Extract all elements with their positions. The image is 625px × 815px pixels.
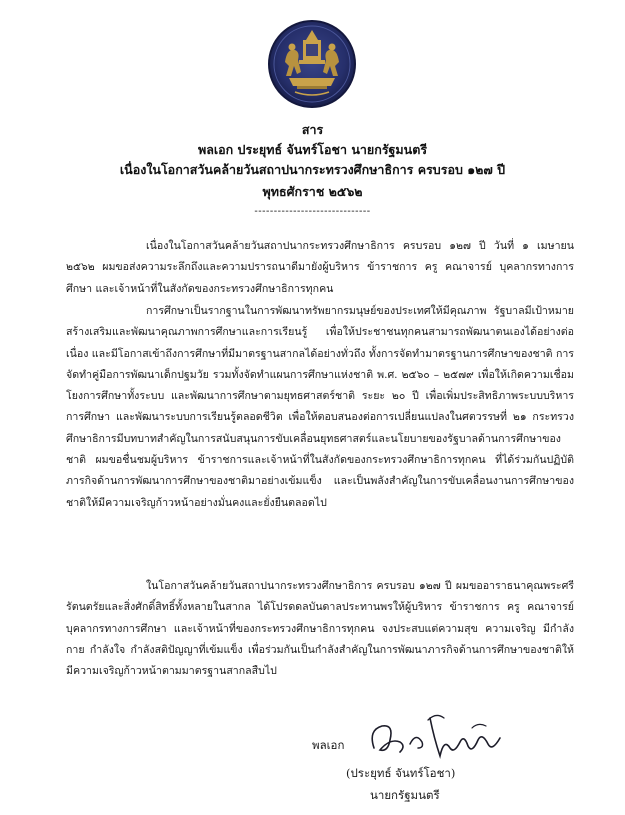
signatory-full-name: (ประยุทธ์ จันทร์โอชา) bbox=[346, 766, 456, 780]
paragraph-blessing bbox=[66, 576, 574, 682]
occasion-line: เนื่องในโอกาสวันคล้ายวันสถาปนากระทรวงศึกษาธิการ ครบรอบ ๑๒๗ ปี bbox=[119, 162, 506, 177]
paragraph-2-text: การศึกษาเป็นรากฐานในการพัฒนาทรัพยากรมนุษย์ของประเทศให้มีคุณภาพ รัฐบาลมีเป้าหมายสร้างเสริมและพัฒนาคุณภาพการศึกษาและการเรียนรู้ เพื่อให้ประชาชนทุกคนสามารถพัฒนาตนเองได้อย่างต่อเนื่อง และมีโอกาสเข้าถึงการศึกษาที่มีมาตรฐานสากลได้อย่างทั่วถึง ทั้งการจัดทำมาตรฐานการศึกษาของชาติ การจัดทำคู่มือการพัฒนาเด็กปฐมวัย รวมทั้งจัดทำแผนการศึกษาแห่งชาติ พ.ศ. ๒๕๖๐ – ๒๕๗๙ เพื่อให้เกิดความเชื่อมโยงการศึกษาทั้งระบบ และพัฒนาการศึกษาตามยุทธศาสตร์ชาติ ระยะ ๒๐ ปี เพื่อเพิ่มประสิทธิภาพระบบบริหารการศึกษา และพัฒนาระบบการเรียนรู้ตลอดชีวิต เพื่อให้ตอบสนองต่อการเปลี่ยนแปลงในศตวรรษที่ ๒๑ กระทรวงศึกษาธิการมีบทบาทสำคัญในการสนับสนุนการขับเคลื่อนยุทธศาสตร์และนโยบายของรัฐบาลด้านการศึกษาของชาติ ผมขอชื่นชมผู้บริหาร ข้าราชการและเจ้าหน้าที่ในสังกัดของกระทรวงศึกษาธิการทุกคน ที่ได้ร่วมกันปฏิบัติภารกิจด้านการพัฒนาการศึกษาของชาติมาอย่างเข้มแข็ง และเป็นพลังสำคัญในการขับเคลื่อนงานการศึกษาของชาติให้มีความเจริญก้าวหน้าอย่างมั่นคงและยั่งยืนตลอดไป bbox=[66, 305, 574, 509]
paragraph-greeting bbox=[66, 236, 574, 300]
separator-line: ------------------------------ bbox=[254, 206, 371, 217]
paragraph-3-text: ในโอกาสวันคล้ายวันสถาปนากระทรวงศึกษาธิการ ครบรอบ ๑๒๗ ปี ผมขออาราธนาคุณพระศรีรัตนตรัยและสิ่งศักดิ์สิทธิ์ทั้งหลายในสากล ได้โปรดดลบันดาลประทานพรให้ผู้บริหาร ข้าราชการ ครู คณาจารย์ บุคลากรทางการศึกษา และเจ้าหน้าที่ของกระทรวงศึกษาธิการทุกคน จงประสบแต่ความสุข ความเจริญ มีกำลังกาย กำลังใจ กำลังสติปัญญาที่เข้มแข็ง เพื่อร่วมกันเป็นกำลังสำคัญในการพัฒนาภารกิจด้านการศึกษาของชาติให้มีความเจริญก้าวหน้าตามมาตรฐานสากลสืบไป bbox=[66, 580, 574, 678]
handwritten-signature-icon bbox=[360, 708, 520, 764]
ministry-of-education-seal-icon bbox=[267, 18, 357, 110]
paragraph-1-text: เนื่องในโอกาสวันคล้ายวันสถาปนากระทรวงศึกษาธิการ ครบรอบ ๑๒๗ ปี วันที่ ๑ เมษายน ๒๕๖๒ ผมขอส่งความระลึกถึงและความปรารถนาดีมายังผู้บริหาร ข้าราชการ ครู คณาจารย์ บุคลากรทางการศึกษา และเจ้าหน้าที่ในสังกัดของกระทรวงศึกษาธิการทุกคน bbox=[66, 240, 574, 295]
signatory-position: นายกรัฐมนตรี bbox=[370, 788, 440, 802]
message-title: สาร bbox=[301, 122, 324, 137]
paragraph-education-policy bbox=[66, 301, 574, 514]
sender-line: พลเอก ประยุทธ์ จันทร์โอชา นายกรัฐมนตรี bbox=[197, 142, 428, 157]
buddhist-year-line: พุทธศักราช ๒๕๖๒ bbox=[262, 184, 363, 199]
signatory-rank: พลเอก bbox=[312, 738, 345, 752]
